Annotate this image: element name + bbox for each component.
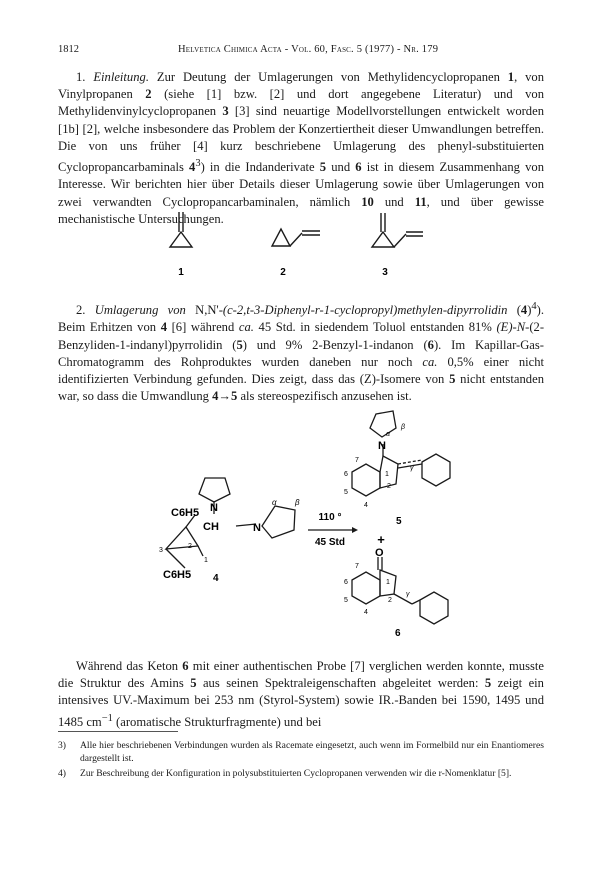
footnote-text: Zur Beschreibung der Konfiguration in polysubstituierten Cyclopropanen verwenden wir die r-Nomenklatur [5].: [80, 768, 512, 779]
beta-label: β: [401, 424, 405, 431]
locant: 2: [388, 597, 392, 604]
alpha-label: α: [272, 498, 277, 507]
gamma-label: γ: [406, 591, 410, 598]
compound-ref: 5: [190, 676, 197, 691]
section-discussion: Während das Keton 6 mit einer authentischen Probe [7] verglichen werden konnte, musste die Struktur des Amins 5 aus seinen Spektraleigenschaften abgeleitet werden: 5 zeigt ein intensives UV.-Maximum bei 253 nm (Styrol-System) sowie IR.-Banden bei 1590, 1495 und 1485 $cm^{-1}$ (aromatische Strukturfragmente) und bei: [58, 659, 544, 729]
compound-ref: 4: [160, 320, 167, 335]
locant: 6: [344, 579, 348, 586]
locant: 1: [386, 579, 390, 586]
structure-label-3: 3: [382, 267, 388, 278]
nitrogen-label: N: [378, 440, 386, 452]
locant: 4: [364, 502, 368, 509]
footnote-4: [58, 767, 544, 780]
compound-ref: 4: [520, 303, 528, 318]
page-number: 1812: [58, 44, 79, 55]
alpha-label: α: [386, 431, 390, 438]
compound-label-4: 4: [213, 573, 219, 584]
compound-label-5: 5: [396, 516, 402, 527]
footnote-ref: 4: [531, 301, 537, 312]
compound-label-6: 6: [395, 628, 401, 639]
locant: 6: [344, 471, 348, 478]
locant: 2: [387, 483, 391, 490]
oxygen-label: O: [375, 547, 384, 559]
footnote-3: [58, 739, 544, 765]
locant: 3: [159, 547, 163, 554]
compound-ref: 10: [361, 194, 374, 209]
footnote-text: Alle hier beschriebenen Verbindungen wurden als Racemate eingesetzt, auch wenn im Formelbild nur ein Enantiomeres dargestellt ist.: [80, 740, 544, 764]
compound-ref: 5: [484, 676, 492, 691]
footnote-rule: [58, 731, 178, 732]
compound-ref: 5: [449, 372, 456, 386]
footnote-mark: 3): [58, 740, 66, 751]
journal-title: Helvetica Chimica Acta - Vol. 60, Fasc. 5 (1977) - Nr. 179: [178, 44, 439, 55]
compound-ref: 5: [319, 160, 327, 175]
locant: 5: [344, 597, 348, 604]
nitrogen-label: N: [210, 502, 218, 514]
nitrogen-label: N: [253, 522, 261, 534]
ch-label: CH: [203, 521, 219, 533]
compound-ref: 4: [189, 160, 196, 175]
compound-4-structure: [166, 478, 295, 568]
compound-ref: 1: [507, 70, 515, 84]
locant: 1: [204, 557, 208, 564]
locant: 7: [355, 563, 359, 570]
locant: 7: [355, 457, 359, 464]
locant: 2: [188, 543, 192, 550]
structure-label-2: 2: [280, 267, 286, 278]
compound-ref: 6: [427, 337, 434, 352]
footnote-mark: 4): [58, 768, 66, 779]
locant: 4: [364, 609, 368, 616]
gamma-label: γ: [410, 465, 414, 472]
locant: 5: [344, 489, 348, 496]
compound-ref: 6: [355, 160, 362, 175]
section-title: Einleitung.: [93, 70, 149, 84]
reaction-ref: 4→5: [212, 389, 238, 404]
compound-ref: 2: [145, 87, 152, 102]
compound-ref: 5: [236, 337, 243, 352]
phenyl-label: C6H5: [171, 507, 200, 519]
arrow-head-icon: [352, 527, 358, 533]
compound-ref: 6: [182, 659, 189, 673]
section-umlagerung: 2. Umlagerung von N,N'-(c-2,t-3-Diphenyl-r-1-cyclopropyl)methylen-dipyrrolidin $(4)^4$). Beim Erhitzen von 4 [6] während ca. 45 Std. in siedendem Toluol entstanden 81% (E)-N-(2-Benzyliden-1-indanyl)pyrrolidin (5) und 9% 2-Benzyl-1-indanon (6). Im Kapillar-Gas-Chromatogramm des Rohproduktes wurden daneben nur noch ca. 0,5% einer nicht identifizierten Verbindung gefunden. Dies zeigt, dass das (Z)-Isomere von 5 nicht entstanden war, so dass die Umwandlung 4→5 als stereospezifisch anzusehen ist.: [58, 301, 545, 404]
structure-label-1: 1: [178, 267, 184, 278]
section-number: 1.: [76, 70, 86, 84]
plus-sign: +: [377, 532, 385, 547]
section-number: 2.: [76, 303, 86, 318]
phenyl-label: C6H5: [163, 569, 192, 581]
beta-label: β: [295, 498, 300, 507]
footnote-ref: 3: [195, 158, 201, 170]
reaction-time: 45 Std: [314, 537, 346, 548]
locant: 1: [385, 471, 389, 478]
section-title: Umlagerung von N,N'-(c-2,t-3-Diphenyl-r-1-cyclopropyl)methylen-dipyrrolidin: [94, 303, 508, 318]
compound-ref: 3: [222, 104, 229, 119]
section-einleitung: 1. Einleitung. Zur Deutung der Umlagerungen von Methylidencyclopropanen 1, von Vinylpropanen 2 (siehe [1] bzw. [2] und dort angegebene Literatur) und von Methylidenvinylcyclopropanen 3 [3] sind neuartige Modellvorstellungen entwickelt worden [1b] [2], welche insbesondere das Problem der Konzertiertheit dieser Umwandlungen betreffen. Die von uns früher [4] kurz beschriebene Umlagerung des phenyl-substituierten Cyclopropancarbaminals $4^3$) in die Indanderivate 5 und 6 ist in diesem Zusammenhang von Interesse. Wir berichten hier über Details dieser Umlagerung sowie über Umlagerungen von zwei verwandten Cyclopropancarbaminalen, nämlich 10 und 11, und über gewisse mechanistische Untersuchungen.: [58, 70, 545, 226]
reaction-temperature: 110 °: [318, 512, 342, 523]
compound-ref: 11: [414, 194, 427, 209]
